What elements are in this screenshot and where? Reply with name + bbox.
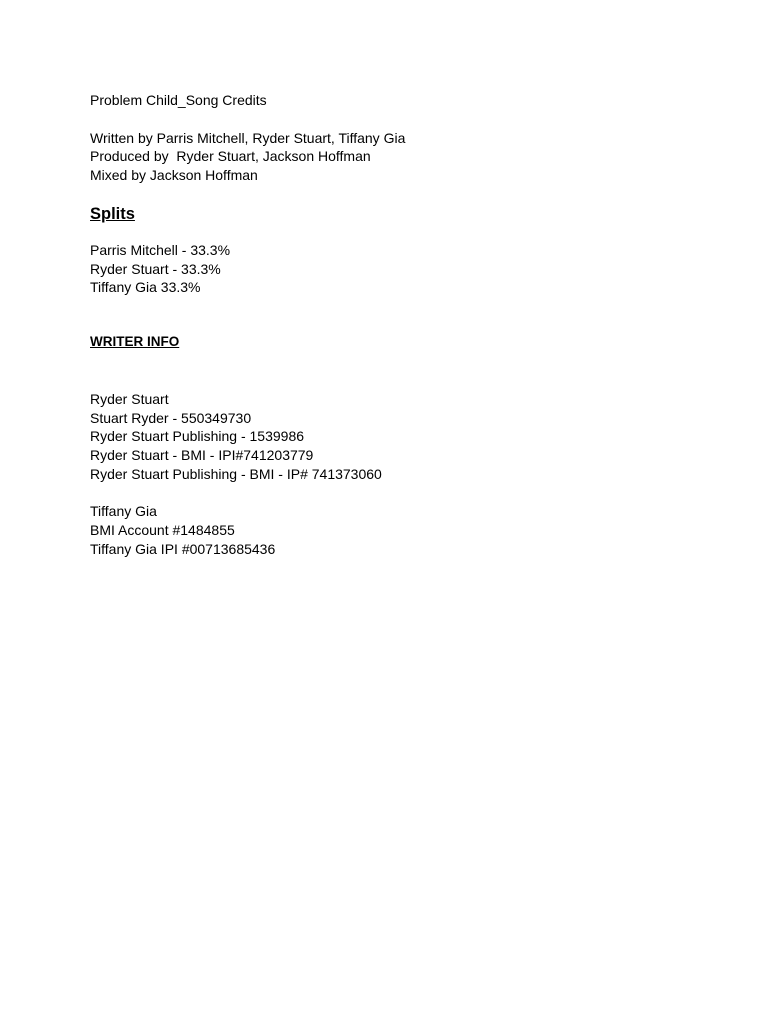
split-item: Ryder Stuart - 33.3% (90, 260, 221, 277)
splits-heading: Splits (90, 204, 135, 223)
writer-name: Ryder Stuart (90, 390, 169, 407)
credit-mixed-by: Mixed by Jackson Hoffman (90, 167, 258, 184)
credit-written-by: Written by Parris Mitchell, Ryder Stuart, Tiffany Gia (90, 129, 406, 146)
writer-detail: Ryder Stuart Publishing - 1539986 (90, 428, 305, 445)
writer-detail: BMI Account #1484855 (90, 522, 235, 539)
writer-info-heading: WRITER INFO (90, 333, 180, 349)
writer-name: Tiffany Gia (90, 503, 157, 520)
document-title: Problem Child_Song Credits (90, 92, 267, 108)
writer-detail: Tiffany Gia IPI #00713685436 (90, 540, 276, 557)
split-item: Parris Mitchell - 33.3% (90, 241, 231, 258)
writer-detail: Ryder Stuart - BMI - IPI#741203779 (90, 447, 314, 464)
writer-detail: Ryder Stuart Publishing - BMI - IP# 741373060 (90, 465, 382, 482)
credit-produced-by: Produced by Ryder Stuart, Jackson Hoffman (90, 148, 371, 165)
document-page (90, 91, 730, 559)
writer-block-ryder-stuart (90, 390, 730, 484)
writer-detail: Stuart Ryder - 550349730 (90, 409, 252, 426)
writer-block-tiffany-gia (90, 502, 730, 558)
split-item: Tiffany Gia 33.3% (90, 279, 201, 296)
